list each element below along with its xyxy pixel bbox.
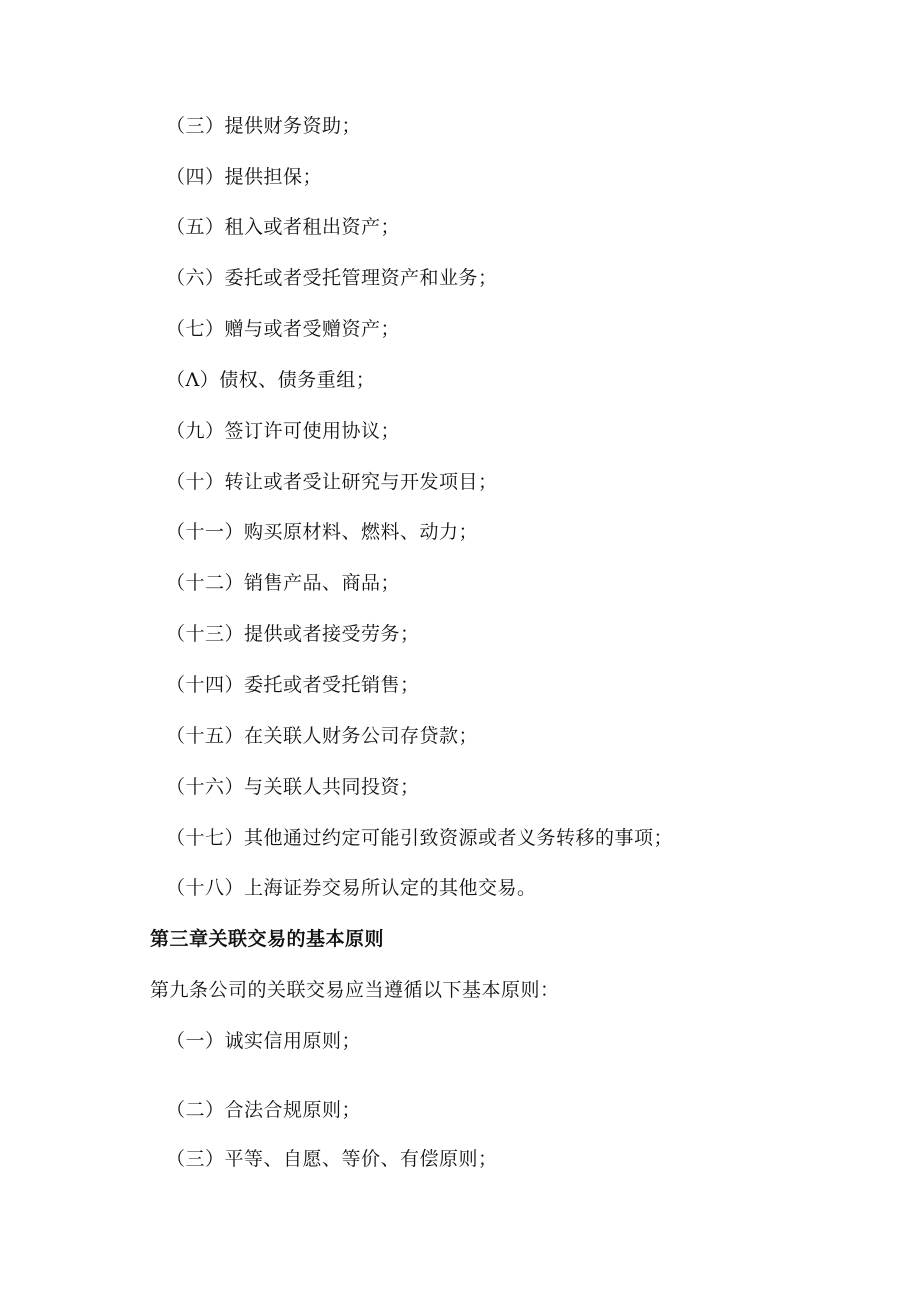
list-item: （九）签订许可使用协议； (166, 420, 401, 442)
list-item: （十七）其他通过约定可能引致资源或者义务转移的事项； (166, 827, 674, 849)
list-item: （十六）与关联人共同投资； (166, 776, 420, 798)
article-text: 第九条公司的关联交易应当遵循以下基本原则： (150, 979, 560, 1001)
list-item: （三）平等、自愿、等价、有偿原则； (166, 1148, 498, 1170)
list-item: （十五）在关联人财务公司存贷款； (166, 725, 479, 747)
list-item: （十二）销售产品、商品； (166, 572, 401, 594)
list-item: （十一）购买原材料、燃料、动力； (166, 521, 479, 543)
list-item: （十四）委托或者受托销售； (166, 674, 420, 696)
list-item: （十三）提供或者接受劳务； (166, 623, 420, 645)
list-item: （四）提供担保； (166, 166, 323, 188)
chapter-heading: 第三章关联交易的基本原则 (150, 928, 385, 950)
list-item: （一）诚实信用原则； (166, 1030, 362, 1052)
list-item: （十八）上海证券交易所认定的其他交易。 (166, 877, 537, 899)
list-item: （Λ）债权、债务重组； (166, 369, 376, 391)
list-item: （七）赠与或者受赠资产； (166, 318, 401, 340)
list-item: （六）委托或者受托管理资产和业务； (166, 267, 498, 289)
list-item: （三）提供财务资助； (166, 115, 362, 137)
list-item: （二）合法合规原则； (166, 1099, 362, 1121)
list-item: （十）转让或者受让研究与开发项目； (166, 471, 498, 493)
list-item: （五）租入或者租出资产； (166, 216, 401, 238)
